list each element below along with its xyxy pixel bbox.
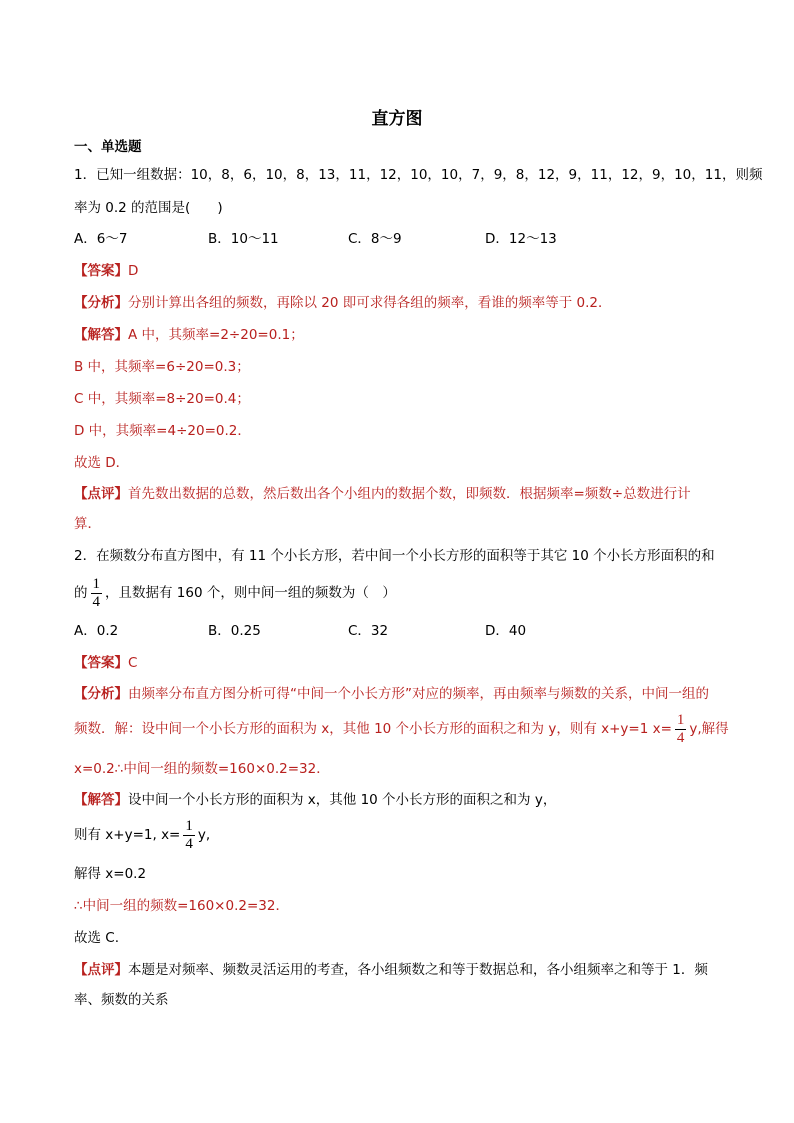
q1-stem-line2: 率为 0.2 的范围是( ) <box>74 200 223 216</box>
solution-text: A 中，其频率=2÷20=0.1； <box>128 327 304 343</box>
analysis-tag: 【分析】 <box>74 295 128 311</box>
q2-solution-line2 <box>74 817 720 853</box>
q2-solution-line3: 解得 x=0.2 <box>74 866 147 882</box>
q1-option-d: D．12～13 <box>485 231 557 247</box>
q2-option-b: B．0.25 <box>208 623 261 639</box>
q2-comment-line2: 率、频数的关系 <box>74 992 169 1008</box>
q2-option-d: D．40 <box>485 623 527 639</box>
q2-option-a: A．0.2 <box>74 623 119 639</box>
q1-option-c: C．8～9 <box>348 231 402 247</box>
fraction-denominator: 4 <box>92 593 100 610</box>
fraction-numerator: 1 <box>185 817 193 834</box>
q2-stem-line2 <box>74 575 720 611</box>
solution-line2-post: y, <box>197 827 211 843</box>
q2-comment-line1 <box>74 960 720 980</box>
q1-solution-line4: D 中，其频率=4÷20=0.2． <box>74 423 251 439</box>
q1-option-b: B．10～11 <box>208 231 279 247</box>
document-title: 直方图 <box>371 109 423 129</box>
q2-analysis-line2 <box>74 711 729 747</box>
fraction-numerator: 1 <box>92 575 100 592</box>
q1-stem-line1: 1．已知一组数据：10，8，6，10，8，13，11，12，10，10，7，9，8，12，9，11，12，9，10，11，则频 <box>74 167 763 183</box>
q1-analysis <box>74 293 720 313</box>
analysis-tag: 【分析】 <box>74 686 128 702</box>
q2-options <box>74 621 720 641</box>
q2-conclusion: 故选 C. <box>74 930 120 946</box>
solution-text: 设中间一个小长方形的面积为 x，其他 10 个小长方形的面积之和为 y， <box>128 792 557 808</box>
q2-solution-line4: ∴中间一组的频数=160×0.2=32． <box>74 898 289 914</box>
analysis-text: 由频率分布直方图分析可得“中间一个小长方形”对应的频率，再由频率与频数的关系，中间一组的 <box>128 686 709 702</box>
comment-text: 首先数出数据的总数，然后数出各个小组内的数据个数，即频数．根据频率=频数÷总数进行计 <box>128 486 691 502</box>
q1-option-a: A．6～7 <box>74 231 128 247</box>
fraction-one-quarter <box>91 576 103 611</box>
answer-value: D <box>128 263 139 279</box>
solution-tag: 【解答】 <box>74 792 128 808</box>
answer-value: C <box>128 655 138 671</box>
solution-line2-pre: 则有 x+y=1, x= <box>74 827 181 843</box>
q2-stem-line1: 2．在频数分布直方图中，有 11 个小长方形，若中间一个小长方形的面积等于其它 10 个小长方形面积的和 <box>74 548 715 564</box>
fraction-denominator: 4 <box>185 835 193 852</box>
fraction-denominator: 4 <box>676 729 685 746</box>
comment-tag: 【点评】 <box>74 962 128 978</box>
q2-option-c: C．32 <box>348 623 389 639</box>
q2-answer <box>74 653 720 673</box>
q2-analysis-line1 <box>74 684 720 704</box>
q1-comment-line2: 算． <box>74 516 101 532</box>
fraction-one-quarter <box>675 712 687 747</box>
analysis-text: 分别计算出各组的频数，再除以 20 即可求得各组的频率，看谁的频率等于 0.2． <box>128 295 612 311</box>
q1-options <box>74 229 720 249</box>
solution-tag: 【解答】 <box>74 327 128 343</box>
q1-conclusion: 故选 D． <box>74 455 130 471</box>
answer-tag: 【答案】 <box>74 263 128 279</box>
section-heading: 一、单选题 <box>74 139 142 155</box>
analysis-line2-pre: 频数．解：设中间一个小长方形的面积为 x，其他 10 个小长方形的面积之和为 y，则有 x+y=1 x= <box>74 721 672 737</box>
q1-solution-line1 <box>74 325 720 345</box>
fraction-numerator: 1 <box>676 711 685 728</box>
q2-analysis-line3: x=0.2∴中间一组的频数=160×0.2=32． <box>74 761 330 777</box>
q1-comment-line1 <box>74 484 720 504</box>
q1-solution-line2: B 中，其频率=6÷20=0.3； <box>74 359 250 375</box>
q2-solution-line1 <box>74 790 720 810</box>
q2-stem-post: ，且数据有 160 个，则中间一组的频数为（ ） <box>105 585 396 601</box>
comment-tag: 【点评】 <box>74 486 128 502</box>
q2-stem-pre: 的 <box>74 585 88 601</box>
q1-solution-line3: C 中，其频率=8÷20=0.4； <box>74 391 250 407</box>
comment-text: 本题是对频率、频数灵活运用的考查，各小组频数之和等于数据总和，各小组频率之和等于 1．频 <box>128 962 708 978</box>
fraction-one-quarter <box>183 818 195 853</box>
answer-tag: 【答案】 <box>74 655 128 671</box>
analysis-line2-post: y,解得 <box>689 721 729 737</box>
q1-answer <box>74 261 720 281</box>
